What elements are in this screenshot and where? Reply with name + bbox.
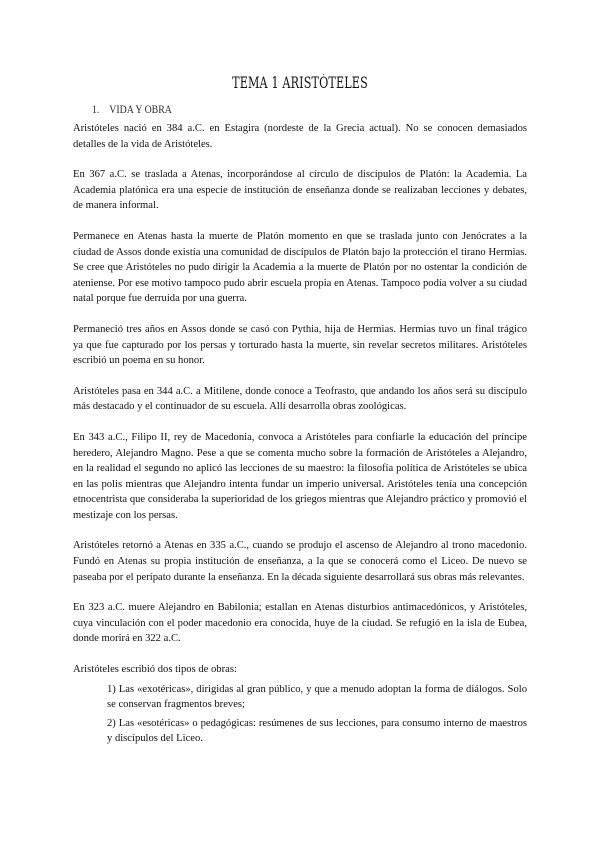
paragraph-academy: En 367 a.C. se traslada a Atenas, incorporándose al círculo de discípulos de Platón: la Academia. La Academia platónica era una especie de institución de enseñanza donde se realizaban lecciones y debates, de manera informal. bbox=[73, 169, 527, 212]
section-label: VIDA Y OBRA bbox=[109, 102, 172, 116]
paragraph-mitilene: Aristóteles pasa en 344 a.C. a Mitilene, donde conoce a Teofrasto, que andando los años será su discípulo más destacado y el continuador de su escuela. Allí desarrolla obras zoológicas. bbox=[73, 385, 527, 413]
paragraph-pythia: Permaneció tres años en Assos donde se casó con Pythia, hija de Hermias. Hermias tuvo un final trágico ya que fue capturado por los persas y torturado hasta la muerte, sin revelar secretos militares. Aristóteles escribió un poema en su honor. bbox=[73, 323, 527, 367]
paragraph-macedonia: En 343 a.C., Filipo II, rey de Macedonia, convoca a Aristóteles para confiarle la educación del príncipe heredero, Alejandro Magno. Pese a que se comenta mucho sobre la formación de Aristóteles a Alejandro, en la realidad el segundo no aplicó las lecciones de su maestro: la filosofía política de Aristóteles se ubica en las polis mientras que Alejandro intenta fundar un imperio universal. Aristóteles tenía una concepción etnocentrista que consideraba la superioridad de los griegos mientras que Alejandro práctico y promovió el mestizaje con los persas. bbox=[73, 431, 527, 521]
section-number: 1. bbox=[92, 102, 100, 116]
paragraph-birth: Aristóteles nació en 384 a.C. en Estagira (nordeste de la Grecia actual). No se conocen demasiados detalles de la vida de Aristóteles. bbox=[73, 123, 527, 150]
paragraph-death: En 323 a.C. muere Alejandro en Babilonia; estallan en Atenas disturbios antimacedónicos, y Aristóteles, cuya vinculación con el poder macedonio era conocida, huye de la ciudad. Se refugió en la isla de Eubea, donde morirá en 322 a.C. bbox=[73, 602, 527, 645]
document-body bbox=[73, 121, 527, 750]
list-item-esoteric: 2) Las «esotéricas» o pedagógicas: resúmenes de sus lecciones, para consumo interno de maestros y discípulos del Liceo. bbox=[107, 717, 527, 745]
section-heading bbox=[92, 102, 172, 117]
works-list bbox=[73, 682, 527, 747]
page-title: TEMA 1 ARISTÓTELES bbox=[232, 74, 368, 92]
paragraph-lyceum: Aristóteles retornó a Atenas en 335 a.C., cuando se produjo el ascenso de Alejandro al trono macedonio. Fundó en Atenas su propia institución de enseñanza, a la que se conocerá como el Liceo. De nuevo se paseaba por el perípato durante la enseñanza. En la década siguiente desarrollará sus obras más relevantes. bbox=[73, 540, 527, 583]
paragraph-assos: Permanece en Atenas hasta la muerte de Platón momento en que se traslada junto con Jenócrates a la ciudad de Assos donde existía una comunidad de discípulos de Platón bajo la protección el tirano Hermias. Se cree que Aristóteles no pudo dirigir la Academia a la muerte de Platón por no ostentar la condición de ateniense. Por ese motivo tampoco pudo abrir escuela propia en Atenas. Tampoco podía volver a su ciudad natal porque fue derruida por una guerra. bbox=[73, 230, 527, 305]
paragraph-works-intro: Aristóteles escribió dos tipos de obras: bbox=[73, 664, 237, 676]
list-item-exoteric: 1) Las «exotéricas», dirigidas al gran público, y que a menudo adoptan la forma de diálogos. Solo se conservan fragmentos breves; bbox=[107, 683, 527, 711]
